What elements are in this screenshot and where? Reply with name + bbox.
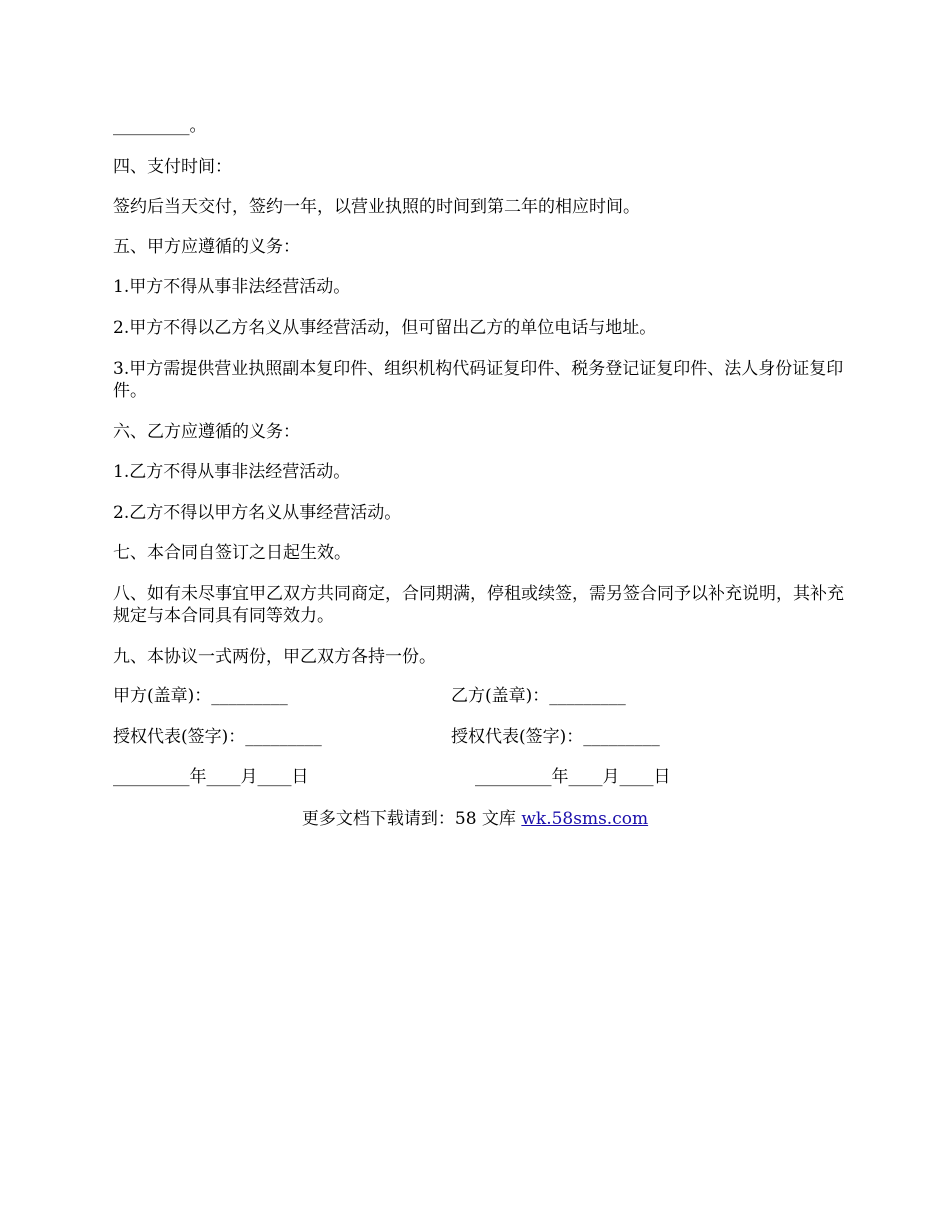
party-b-seal: 乙方(盖章)：_________ bbox=[451, 686, 626, 706]
party-b-representative: 授权代表(签字)：_________ bbox=[451, 727, 660, 747]
section-5-item-3: 3.甲方需提供营业执照副本复印件、组织机构代码证复印件、税务登记证复印件、法人身份证复印件。 bbox=[113, 359, 844, 401]
footer-download-note bbox=[0, 808, 950, 830]
party-a-date: _________年____月____日 bbox=[113, 767, 309, 787]
party-a-representative: 授权代表(签字)：_________ bbox=[113, 727, 322, 747]
party-a-seal: 甲方(盖章)：_________ bbox=[113, 686, 288, 706]
section-9: 九、本协议一式两份，甲乙双方各持一份。 bbox=[113, 647, 436, 667]
section-5-title: 五、甲方应遵循的义务： bbox=[113, 237, 300, 257]
blank-fragment: _________。 bbox=[113, 116, 207, 136]
section-6-title: 六、乙方应遵循的义务： bbox=[113, 422, 300, 442]
section-4-body: 签约后当天交付，签约一年，以营业执照的时间到第二年的相应时间。 bbox=[113, 197, 640, 217]
section-5-item-2: 2.甲方不得以乙方名义从事经营活动，但可留出乙方的单位电话与地址。 bbox=[113, 318, 657, 338]
section-6-item-2: 2.乙方不得以甲方名义从事经营活动。 bbox=[113, 503, 402, 523]
section-6-item-1: 1.乙方不得从事非法经营活动。 bbox=[113, 462, 351, 482]
section-7: 七、本合同自签订之日起生效。 bbox=[113, 543, 351, 563]
footer-website-link[interactable]: wk.58sms.com bbox=[521, 809, 649, 829]
section-5-item-1: 1.甲方不得从事非法经营活动。 bbox=[113, 277, 351, 297]
section-4-title: 四、支付时间： bbox=[113, 157, 232, 177]
footer-prefix: 更多文档下载请到：58 文库 bbox=[301, 809, 522, 829]
party-b-date: _________年____月____日 bbox=[475, 767, 671, 787]
section-8: 八、如有未尽事宜甲乙双方共同商定，合同期满，停租或续签，需另签合同予以补充说明，其补充规定与本合同具有同等效力。 bbox=[113, 584, 844, 626]
